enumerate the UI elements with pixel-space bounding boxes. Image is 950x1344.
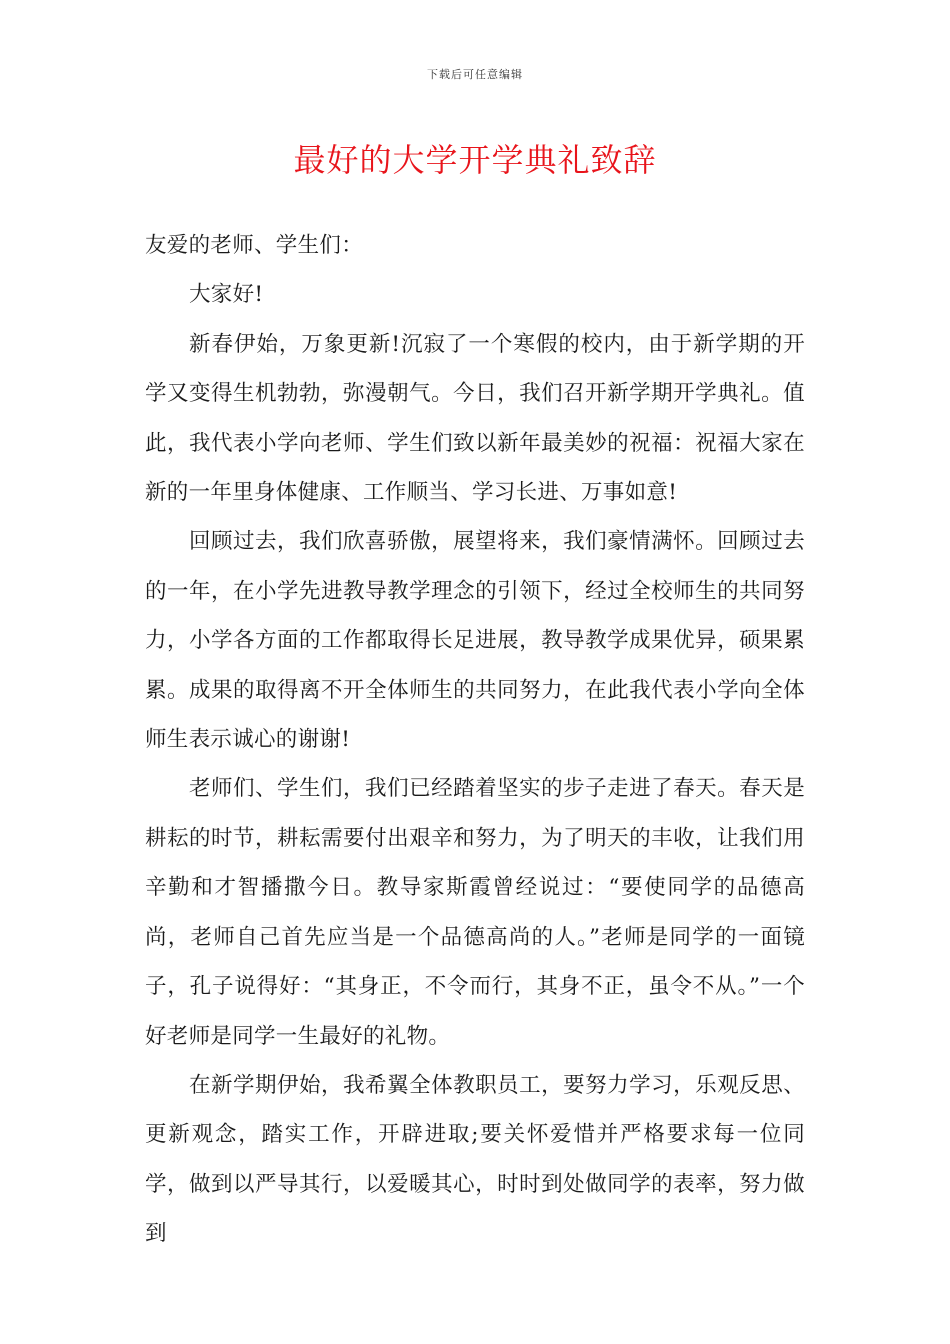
greeting: 大家好! <box>189 282 264 308</box>
header-note: 下载后可任意编辑 <box>427 68 523 81</box>
salutation: 友爱的老师、学生们： <box>145 233 364 258</box>
paragraph: 老师们、学生们，我们已经踏着坚实的步子走进了春天。春天是耕耘的时节，耕耘需要付出艰辛和努力，为了明天的丰收，让我们用辛勤和才智播撒今日。教导家斯霞曾经说过：“要使同学的品德高尚，老师自己首先应当是一个品德高尚的人。”老师是同学的一面镜子，孔子说得好：“其身正，不令而行，其身不正，虽令不从。”一个好老师是同学一生最好的礼物。 <box>145 776 805 1049</box>
paragraph: 回顾过去，我们欣喜骄傲，展望将来，我们豪情满怀。回顾过去的一年，在小学先进教导教学理念的引领下，经过全校师生的共同努力，小学各方面的工作都取得长足进展，教导教学成果优异，硕果累累。成果的取得离不开全体师生的共同努力，在此我代表小学向全体师生表示诚心的谢谢! <box>145 529 805 753</box>
paragraph: 在新学期伊始，我希翼全体教职员工，要努力学习，乐观反思、更新观念，踏实工作，开辟进取;要关怀爱惜并严格要求每一位同学，做到以严导其行，以爱暖其心，时时到处做同学的表率，努力做到 <box>145 1072 805 1247</box>
document-body <box>145 221 805 1259</box>
document-title: 最好的大学开学典礼致辞 <box>293 141 657 179</box>
paragraph: 新春伊始，万象更新!沉寂了一个寒假的校内，由于新学期的开学又变得生机勃勃，弥漫朝气。今日，我们召开新学期开学典礼。值此，我代表小学向老师、学生们致以新年最美妙的祝福：祝福大家在新的一年里身体健康、工作顺当、学习长进、万事如意! <box>145 331 805 506</box>
